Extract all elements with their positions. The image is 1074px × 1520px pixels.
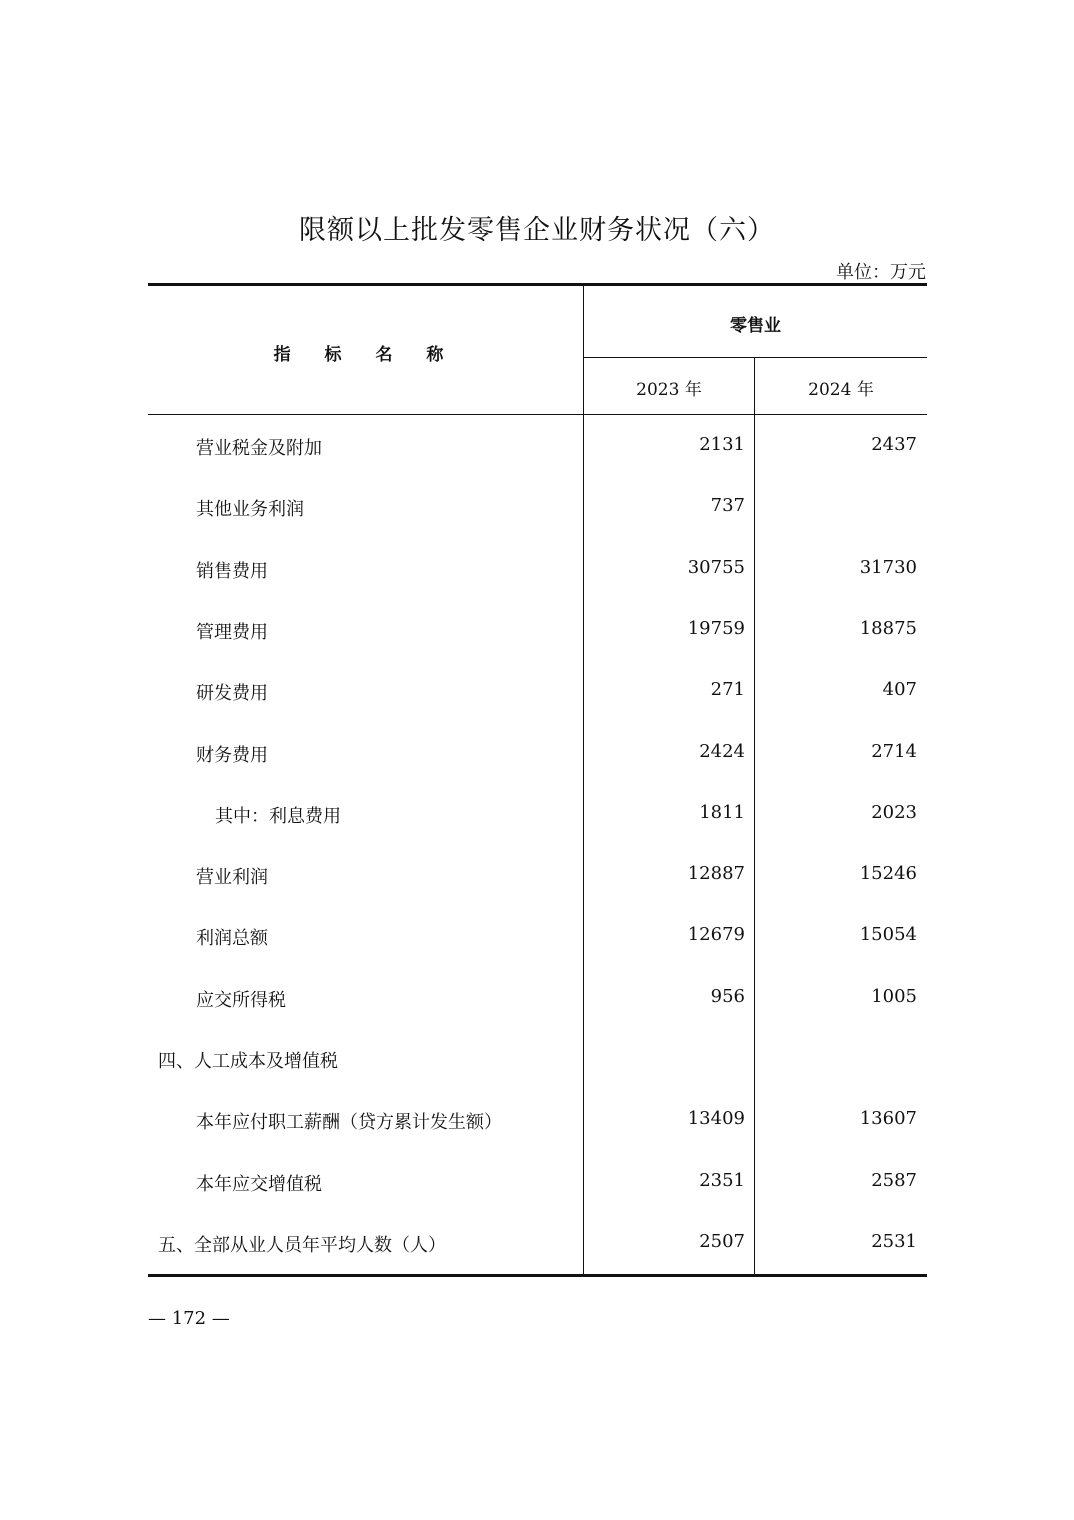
row-label: 销售费用	[196, 561, 268, 582]
row-label: 四、人工成本及增值税	[158, 1051, 338, 1072]
value-2024: 2023	[871, 802, 917, 823]
row-label: 本年应付职工薪酬（贷方累计发生额）	[196, 1112, 502, 1133]
header-indicator-name: 指 标 名 称	[273, 345, 458, 365]
row-label: 营业利润	[196, 867, 268, 888]
value-2024: 2587	[871, 1170, 917, 1191]
row-label: 管理费用	[196, 622, 268, 643]
value-2023: 271	[710, 679, 745, 700]
value-2023: 737	[710, 495, 745, 516]
value-2024: 18875	[859, 618, 917, 639]
unit-label: 单位：万元	[836, 262, 926, 283]
value-2024: 15246	[859, 863, 917, 884]
value-2023: 2351	[699, 1170, 745, 1191]
table-row	[148, 741, 927, 771]
value-2023: 2507	[699, 1231, 745, 1252]
table-bottom-rule	[148, 1274, 927, 1277]
table-row	[148, 618, 927, 648]
value-2023: 2131	[699, 434, 745, 455]
value-2023: 12887	[687, 863, 745, 884]
table-row	[148, 1047, 927, 1077]
value-2024: 2531	[871, 1231, 917, 1252]
page-number: — 172 —	[148, 1308, 230, 1329]
row-label: 财务费用	[196, 745, 268, 766]
row-label: 五、全部从业人员年平均人数（人）	[158, 1235, 446, 1256]
header-group-rule	[584, 357, 927, 358]
row-label: 应交所得税	[196, 990, 286, 1011]
value-2023: 19759	[687, 618, 745, 639]
page-title: 限额以上批发零售企业财务状况（六）	[299, 215, 775, 246]
value-2023: 12679	[687, 924, 745, 945]
row-label: 其他业务利润	[196, 499, 304, 520]
table-row	[148, 802, 927, 832]
value-2023: 13409	[687, 1108, 745, 1129]
value-2024: 31730	[859, 557, 917, 578]
header-bottom-rule	[148, 414, 927, 415]
value-2024: 2714	[871, 741, 917, 762]
value-2023: 1811	[699, 802, 745, 823]
table-row	[148, 495, 927, 525]
header-retail: 零售业	[730, 316, 781, 336]
value-2023: 30755	[687, 557, 745, 578]
value-2024: 13607	[859, 1108, 917, 1129]
table-row	[148, 557, 927, 587]
row-label: 本年应交增值税	[196, 1174, 322, 1195]
table-row	[148, 1170, 927, 1200]
value-2024: 15054	[859, 924, 917, 945]
table-row	[148, 924, 927, 954]
table-row	[148, 1108, 927, 1138]
table-row	[148, 1231, 927, 1261]
value-2024: 1005	[871, 986, 917, 1007]
value-2024: 2437	[871, 434, 917, 455]
row-label: 利润总额	[196, 928, 268, 949]
row-label: 研发费用	[196, 683, 268, 704]
value-2024: 407	[882, 679, 917, 700]
row-label: 营业税金及附加	[196, 438, 322, 459]
header-year-2023: 2023 年	[636, 380, 702, 400]
table-top-rule	[148, 283, 927, 286]
value-2023: 2424	[699, 741, 745, 762]
table-row	[148, 434, 927, 464]
table-row	[148, 679, 927, 709]
header-year-2024: 2024 年	[808, 380, 874, 400]
table-row	[148, 986, 927, 1016]
table-row	[148, 863, 927, 893]
row-label: 其中：利息费用	[215, 806, 341, 827]
value-2023: 956	[710, 986, 745, 1007]
